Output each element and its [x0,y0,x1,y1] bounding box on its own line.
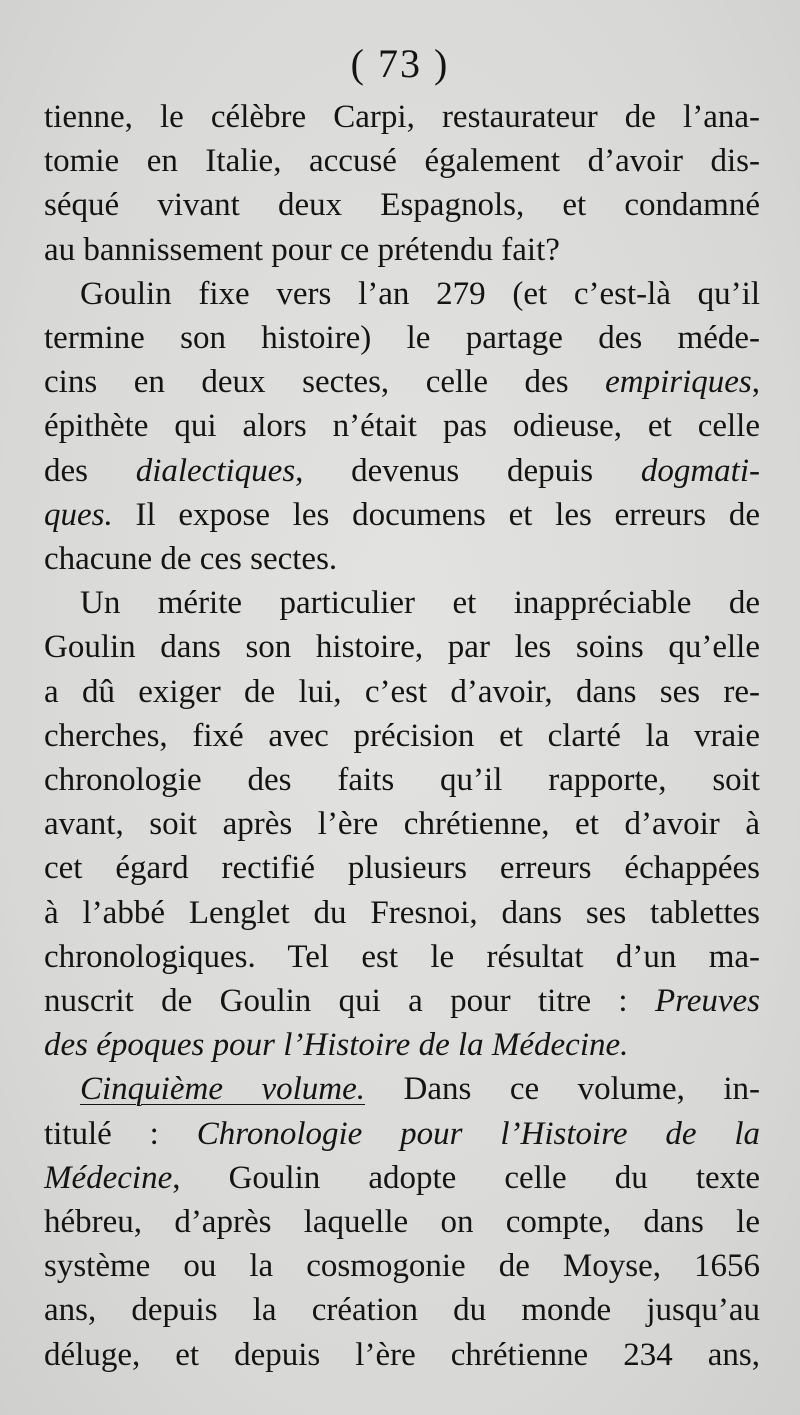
page-number: ( 73 ) [350,41,450,86]
text-line: épithète qui alors n’était pas odieuse, et celle [44,408,760,445]
text-line: Médecine, Goulin adopte celle du texte [44,1159,760,1196]
text-line: chronologiques. Tel est le résultat d’un ma- [44,938,760,975]
paragraph-4 [44,1067,760,1376]
italic-title: des époques pour l’Histoire de la Médecine. [44,1027,629,1064]
italic-term: dogmati- [640,452,760,489]
text-line: titulé : Chronologie pour l’Histoire de la [44,1115,760,1152]
text-line: a dû exiger de lui, c’est d’avoir, dans ses re- [44,673,760,710]
paragraph-3 [44,581,760,1067]
text-line: chronologie des faits qu’il rapporte, soit [44,762,760,799]
text-line: avant, soit après l’ère chrétienne, et d’avoir à [44,806,760,843]
text-line: système ou la cosmogonie de Moyse, 1656 [44,1248,760,1285]
italic-term: empiriques [605,364,752,401]
text-line: Goulin fixe vers l’an 279 (et c’est-là qu’il [80,275,760,312]
body-text [44,95,760,1377]
text-line: déluge, et depuis l’ère chrétienne 234 ans, [44,1336,760,1373]
text-line: hébreu, d’après laquelle on compte, dans le [44,1204,760,1241]
text-line: chacune de ces sectes. [44,541,338,578]
text-line: séqué vivant deux Espagnols, et condamné [44,187,760,224]
text-line: Cinquième volume. Dans ce volume, in- [80,1071,760,1108]
text-line: tomie en Italie, accusé également d’avoir dis- [44,143,760,180]
text-line: cherches, fixé avec précision et clarté la vraie [44,717,760,754]
italic-title: Médecine [44,1159,173,1196]
italic-title: Chronologie pour l’Histoire de la [196,1115,760,1152]
text-line: Goulin dans son histoire, par les soins qu’elle [44,629,760,666]
text-line: cins en deux sectes, celle des empiriques, [44,364,760,401]
text-line [44,1023,760,1067]
text-line: à l’abbé Lenglet du Fresnoi, dans ses tablettes [44,894,760,931]
section-heading: Cinquième volume. [80,1071,366,1108]
text-line: termine son histoire) le partage des méde- [44,320,760,357]
text-line: tienne, le célèbre Carpi, restaurateur de l’ana- [44,99,760,135]
text-line: nuscrit de Goulin qui a pour titre : Preuves [44,983,760,1020]
text-line: ans, depuis la création du monde jusqu’au [44,1292,760,1329]
paragraph-1 [44,95,760,272]
text-line: cet égard rectifié plusieurs erreurs échappées [44,850,760,887]
italic-term: ques. [44,496,113,533]
paragraph-2 [44,272,760,581]
italic-title: Preuves [654,983,760,1020]
text-line: Un mérite particulier et inappréciable de [80,585,760,622]
italic-term: dialectiques [135,452,296,489]
text-line: ques. Il expose les documens et les erreurs de [44,496,760,533]
text-line: des dialectiques, devenus depuis dogmati- [44,452,760,489]
text-line: au bannissement pour ce prétendu fait? [44,231,560,268]
